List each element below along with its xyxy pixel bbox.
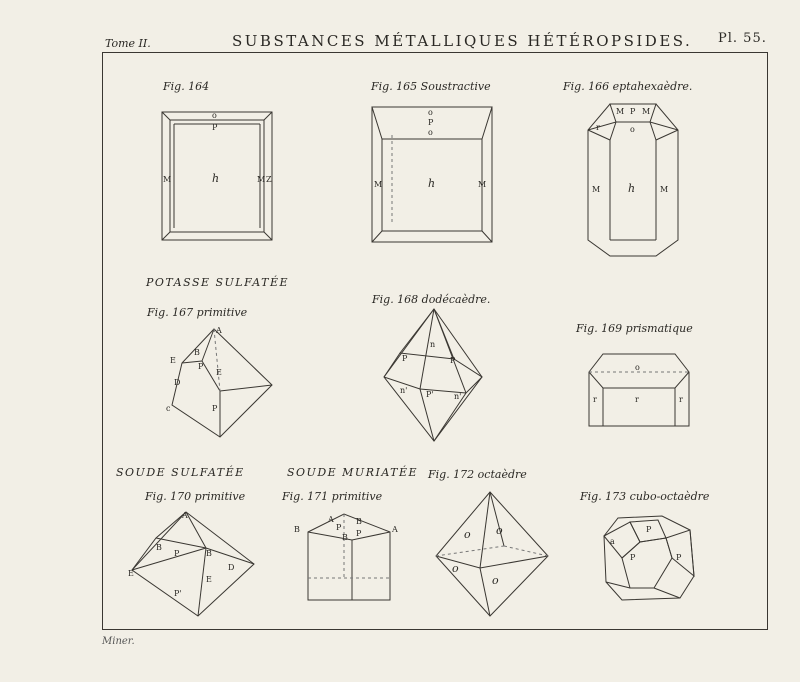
fig169-label-o: o — [635, 363, 640, 372]
fig167-label-p-bottom: P — [212, 404, 218, 413]
fig172-label-o-1: o — [464, 528, 471, 541]
fig167-label-e-mid: E — [216, 368, 222, 377]
fig164-crystal-drawing — [160, 110, 280, 245]
engraver-signature: Miner. — [102, 636, 135, 647]
fig173-caption: Fig. 173 cubo-octaèdre — [580, 490, 710, 503]
fig165-label-o-top: o — [428, 108, 433, 117]
fig164-caption: Fig. 164 — [163, 80, 210, 93]
fig172-crystal-drawing — [432, 488, 557, 620]
fig167-label-a: A — [216, 326, 222, 335]
fig171-label-a-right: A — [392, 525, 398, 534]
fig170-label-a: A — [182, 511, 188, 520]
fig169-label-r-mid: r — [635, 395, 639, 404]
fig168-label-n-prime-left: n' — [400, 386, 408, 395]
section-potasse-sulfatee: POTASSE SULFATÉE — [146, 276, 290, 289]
fig166-label-o: o — [630, 125, 635, 134]
fig168-label-p-left: P — [402, 354, 408, 363]
fig170-label-b-right: B — [206, 549, 212, 558]
fig171-caption: Fig. 171 primitive — [282, 490, 383, 503]
fig169-label-r-left: r — [593, 395, 597, 404]
fig167-caption: Fig. 167 primitive — [147, 306, 248, 319]
fig172-label-o-2: o — [496, 524, 503, 537]
plate-title: SUBSTANCES MÉTALLIQUES HÉTÉROPSIDES. — [232, 32, 693, 50]
fig171-label-p-right: P — [356, 529, 362, 538]
fig165-crystal-drawing — [370, 105, 500, 245]
fig171-crystal-drawing — [290, 508, 405, 608]
fig167-label-b: B — [194, 348, 200, 357]
fig165-label-h: h — [428, 177, 436, 190]
fig171-label-b-left: B — [294, 525, 300, 534]
fig169-caption: Fig. 169 prismatique — [576, 322, 693, 335]
fig173-label-p-left: P — [630, 553, 636, 562]
fig171-label-p: P — [336, 523, 342, 532]
fig164-label-h: h — [212, 172, 220, 185]
fig173-label-a: a — [610, 537, 615, 546]
fig164-label-m-left: M — [163, 175, 172, 184]
fig165-label-o-lower: o — [428, 128, 433, 137]
fig167-crystal-drawing — [160, 325, 290, 455]
fig166-label-r: r — [596, 123, 600, 132]
plate-number: Pl. 55. — [718, 31, 767, 46]
fig172-label-o-3: o — [452, 562, 459, 575]
fig165-label-p: P — [428, 118, 434, 127]
fig173-label-p-top: P — [646, 525, 652, 534]
fig171-label-b-mid: B — [342, 533, 348, 542]
fig166-crystal-drawing — [580, 100, 690, 260]
fig166-caption: Fig. 166 eptahexaèdre. — [563, 80, 693, 93]
fig166-label-h: h — [628, 182, 636, 195]
fig166-label-m-top-left: M — [616, 107, 625, 116]
fig170-crystal-drawing — [128, 508, 258, 620]
fig164-label-m-right: M — [257, 175, 266, 184]
fig170-label-e-right: E — [206, 575, 212, 584]
fig167-label-e-left: E — [170, 356, 176, 365]
fig167-label-p-top: P — [198, 362, 204, 371]
fig165-label-m-right: M — [478, 180, 487, 189]
fig172-caption: Fig. 172 octaèdre — [428, 468, 527, 481]
section-soude-sulfatee: SOUDE SULFATÉE — [116, 466, 245, 479]
fig166-label-m-top-right: M — [642, 107, 651, 116]
fig164-label-p: P — [212, 123, 218, 132]
fig168-label-p-right: P — [450, 356, 456, 365]
fig170-label-d: D — [228, 563, 235, 572]
fig170-label-e-left: E — [128, 569, 134, 578]
fig165-label-m-left: M — [374, 180, 383, 189]
fig164-label-z: Z — [266, 175, 272, 184]
fig168-label-n: n — [430, 340, 436, 349]
fig168-label-p-prime: P' — [426, 390, 434, 399]
fig166-label-m-right: M — [660, 185, 669, 194]
fig170-label-p: P — [174, 549, 180, 558]
fig164-label-o: o — [212, 111, 217, 120]
fig165-caption: Fig. 165 Soustractive — [371, 80, 491, 93]
fig168-crystal-drawing — [380, 305, 490, 445]
section-soude-muriatee: SOUDE MURIATÉE — [287, 466, 419, 479]
fig171-label-b-top: B — [356, 517, 362, 526]
fig171-label-a: A — [328, 515, 334, 524]
fig166-label-m-left: M — [592, 185, 601, 194]
fig168-label-n-prime-right: n' — [454, 392, 462, 401]
fig172-label-o-4: o — [492, 574, 499, 587]
fig173-crystal-drawing — [600, 512, 700, 604]
fig166-label-p: P — [630, 107, 636, 116]
fig170-caption: Fig. 170 primitive — [145, 490, 246, 503]
fig173-label-p-right: P — [676, 553, 682, 562]
fig167-label-c: c — [166, 404, 171, 413]
fig170-label-b-left: B — [156, 543, 162, 552]
fig169-label-r-right: r — [679, 395, 683, 404]
tome-label: Tome II. — [105, 37, 151, 50]
fig169-crystal-drawing — [585, 350, 695, 435]
fig167-label-d: D — [174, 378, 181, 387]
fig170-label-p-prime: P' — [174, 589, 182, 598]
fig168-caption: Fig. 168 dodécaèdre. — [372, 293, 491, 306]
